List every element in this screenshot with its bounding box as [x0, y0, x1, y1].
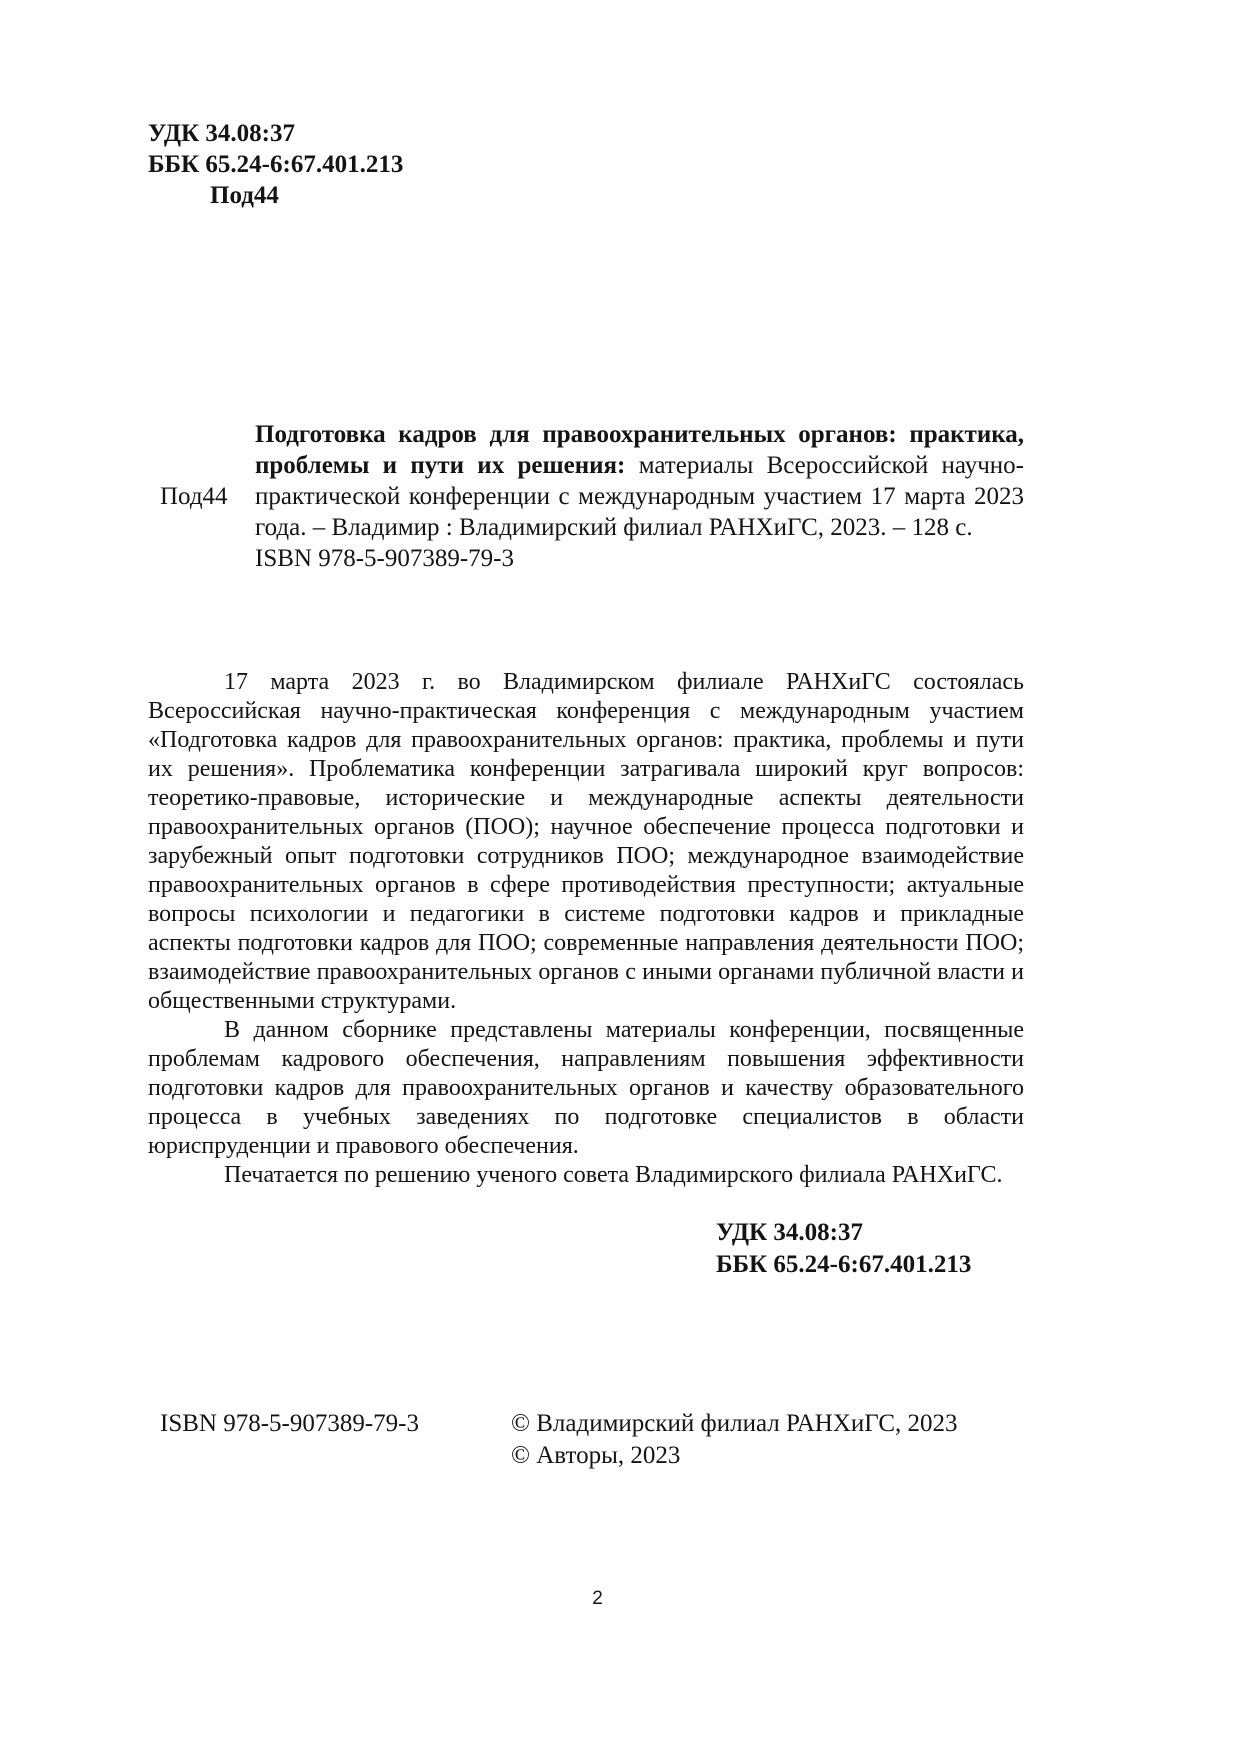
- bibliographic-record: [255, 419, 1024, 574]
- abstract-paragraph-1: 17 марта 2023 г. во Владимирском филиале РАНХиГС состоялась Всероссийская научно-практическая конференция с международным участием «Подготовка кадров для правоохранительных органов: практика, проблемы и пути их решения». Проблематика конференции затрагивала широкий круг вопросов: теоретико-правовые, исторические и международные аспекты деятельности правоохранительных органов (ПОО); научное обеспечение процесса подготовки и зарубежный опыт подготовки сотрудников ПОО; международное взаимодействие правоохранительных органов в сфере противодействия преступности; актуальные вопросы психологии и педагогики в системе подготовки кадров и прикладные аспекты подготовки кадров для ПОО; современные направления деятельности ПОО; взаимодействие правоохранительных органов с иными органами публичной власти и общественными структурами.: [148, 669, 1024, 1014]
- copyright-authors: © Авторы, 2023: [511, 1442, 681, 1469]
- bibliography-author-mark: Под44: [160, 483, 228, 510]
- udk-code-bottom: УДК 34.08:37: [716, 1219, 863, 1246]
- imprint-isbn: ISBN 978-5-907389-79-3: [160, 1410, 420, 1437]
- abstract-paragraph-2: В данном сборнике представлены материалы конференции, посвященные проблемам кадрового обеспечения, направлениям повышения эффективности подготовки кадров для правоохранительных органов и качеству образовательного процесса в учебных заведениях по подготовке специалистов в области юриспруденции и правового обеспечения.: [148, 1017, 1024, 1159]
- book-title: Подготовка кадров для правоохранительных органов: практика, проблемы и пути их решения:: [255, 421, 1024, 479]
- bibliography-isbn: ISBN 978-5-907389-79-3: [255, 545, 515, 572]
- abstract: [148, 668, 1024, 1190]
- classification-footer: [716, 1217, 971, 1281]
- book-description: материалы Всероссийской научно-практической конференции с международным участием 17 марта 2023 года. – Владимир : Владимирский филиал РАНХиГС, 2023. – 128 с.: [255, 452, 1024, 541]
- page-number: 2: [592, 1588, 603, 1609]
- bbk-code-bottom: ББК 65.24-6:67.401.213: [716, 1251, 972, 1278]
- udk-code: УДК 34.08:37: [148, 120, 295, 147]
- author-mark: Под44: [210, 182, 279, 209]
- bbk-code: ББК 65.24-6:67.401.213: [148, 151, 404, 178]
- copyright-publisher: © Владимирский филиал РАНХиГС, 2023: [511, 1410, 958, 1437]
- copyright-block: [511, 1408, 958, 1472]
- classification-header: [148, 118, 403, 211]
- abstract-paragraph-3: Печатается по решению ученого совета Владимирского филиала РАНХиГС.: [224, 1162, 1003, 1188]
